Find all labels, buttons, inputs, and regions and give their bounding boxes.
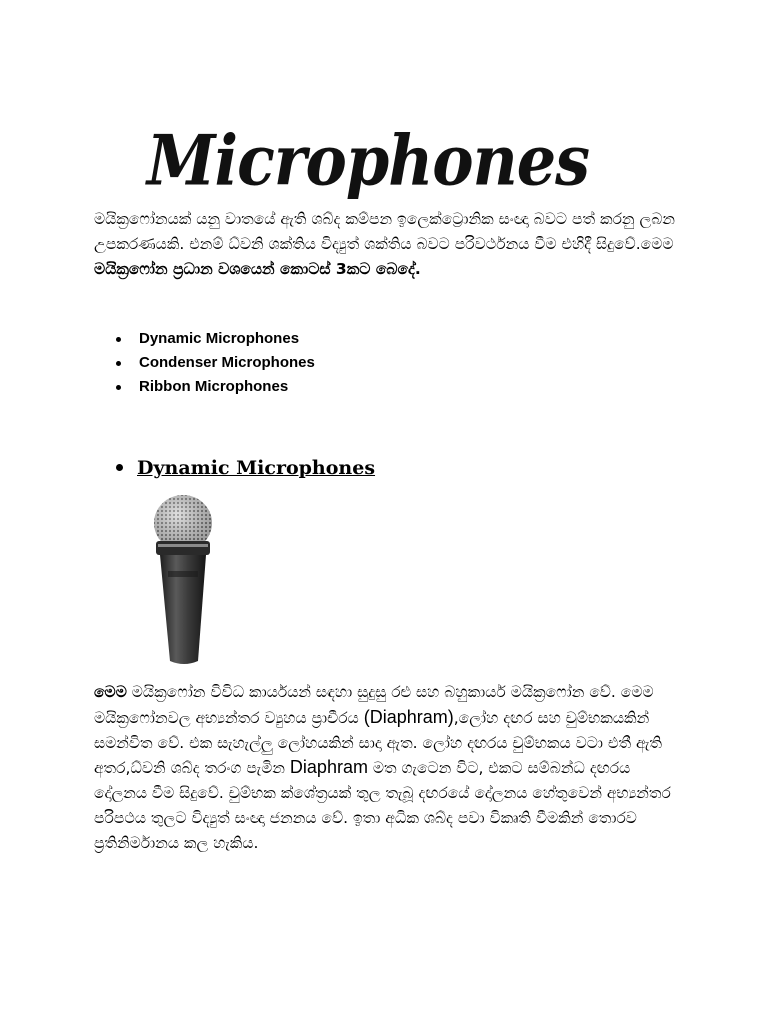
intro-bold-line: මයික්‍රෆෝන ප්‍රධාන වශයෙන් කොටස් 3කට බෙදේ. — [94, 260, 421, 278]
description-text-2: ,ලෝහ දඟර සහ චුම්භකයකින් සමන්විත වේ. එක සැහැල්ලු ලෝහයකින් සාදා ඇත. ලෝහ දඟරය චුම්භකය වටා එතී ඇති අතර,ධ්වනි ශබ්ද තරංග පැමින — [94, 708, 663, 778]
section-heading-dynamic — [116, 454, 375, 482]
dynamic-microphone-image — [148, 493, 220, 668]
list-item: Condenser Microphones — [110, 351, 315, 375]
description-lead: මෙම — [94, 683, 127, 701]
term-diaphram: Diaphram — [289, 757, 368, 778]
page-title: Microphones — [146, 119, 590, 201]
dynamic-description-paragraph — [94, 680, 680, 856]
bullet-icon — [116, 464, 123, 471]
list-item: Ribbon Microphones — [110, 375, 315, 399]
intro-paragraph — [94, 207, 680, 282]
description-text-1: මයික්‍රෆෝන විවිධ කාර්යයන් සඳහා සුදුසු රළු සහ බහුකාර්ය මයික්‍රෆෝන වේ. මෙම මයික්‍රෆෝනවල අභ්‍යන්තර ව්‍යුහය ප්‍රාචීරය — [94, 683, 654, 727]
list-item: Dynamic Microphones — [110, 327, 315, 351]
section-heading-text: Dynamic Microphones — [137, 457, 376, 479]
intro-text: මයික්‍රෆෝනයක් යනු වාතයේ ඇති ශබ්ද කම්පන ඉලෙක්ට්‍රොනික සංඥා බවට පත් කරනු ලබන උපකරණයකි. එනම් ධ්වනි ශක්තිය විද්‍යුත් ශක්තිය බවට පරිවර්ථනය වීම එහිදී සිදුවේ.මෙම — [94, 210, 675, 253]
description-text-3: මත ගැටෙන විට, එකට සම්බන්ධ දඟරය දෝලනය වීම සිදුවේ. චුම්භක ක්ශේත්‍රයක් තුල තැබූ දඟරයේ දෝලනය හේතුවෙන් අභ්‍යන්තර පරිපථය තුලට විද්‍යුත් සංඥා ජනනය වේ. ඉතා අධික ශබ්ද පවා විකෘති වීමකින් තොරව ප්‍රතිනිර්මානය කල හැකිය. — [94, 759, 671, 852]
term-diaphram-parenthesized: (Diaphram) — [363, 706, 454, 727]
microphone-types-list — [110, 327, 315, 399]
